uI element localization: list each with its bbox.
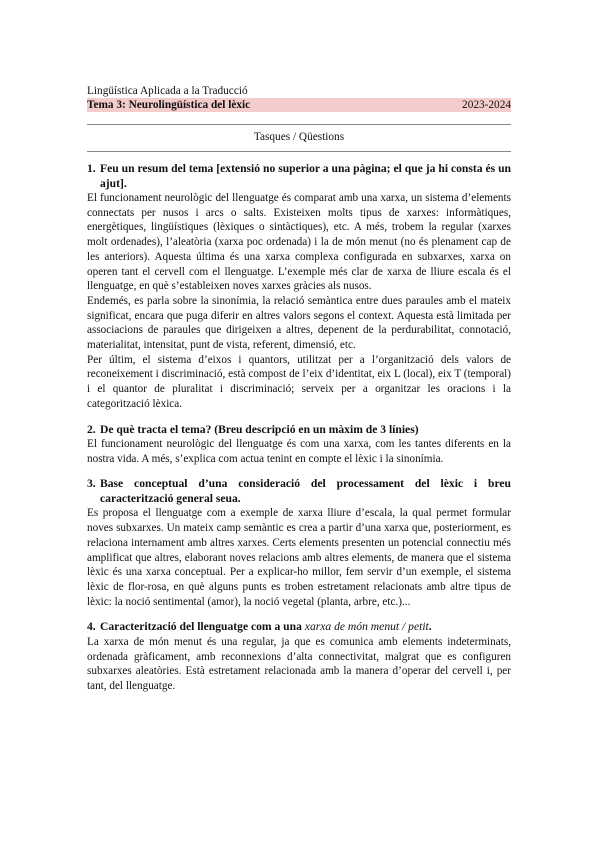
section-heading	[87, 620, 511, 635]
paragraph: La xarxa de món menut és una regular, ja que es comunica amb elements indeterminats, ordenada gràficament, amb reconnexions d’alta connectivitat, malgrat que es configuren subxarxes aleatòries. Està estretament relacionada amb la manera d’operar del cervell i, per tant, del llenguatge.	[87, 635, 511, 692]
topic-title: Tema 3: Neurolingüística del lèxic	[87, 99, 251, 111]
heading-end: .	[428, 620, 432, 634]
section-heading-text	[100, 620, 511, 635]
heading-main: Caracterització del llenguatge com a una	[100, 620, 302, 634]
section-number: 1.	[87, 162, 96, 175]
section-heading	[87, 477, 511, 506]
academic-year: 2023-2024	[462, 99, 511, 111]
topic-band	[87, 98, 511, 112]
section-heading	[87, 162, 511, 191]
paragraph: Per últim, el sistema d’eixos i quantors, utilitzat per a l’organització dels valors de reconeixement i discriminació, està compost de l’eix d’identitat, eix L (local), eix T (temporal) i el quantor de pluralitat i discriminació; serveix per a organitzar les oracions i la categorització lèxica.	[87, 353, 511, 410]
paragraph: Endemés, es parla sobre la sinonímia, la relació semàntica entre dues paraules amb el mateix significat, encara que puga diferir en altres valors segons el context. Aquesta està limitada per associacions de paraules que dirigeixen a altres, depenent de la perdurabilitat, connotació, materialitat, intensitat, punt de vista, referent, dimensió, etc.	[87, 294, 511, 352]
section-heading-text: Feu un resum del tema [extensió no superior a una pàgina; el que ja hi consta és un ajut].	[100, 162, 511, 190]
document-page	[87, 84, 511, 694]
heading-italic: xarxa de món menut / petit	[304, 620, 429, 634]
section-number: 3.	[87, 477, 96, 491]
section-heading-text: De què tracta el tema? (Breu descripció en un màxim de 3 línies)	[100, 422, 419, 436]
section-1	[87, 162, 511, 412]
paragraph: El funcionament neurològic del llenguatge és comparat amb una xarxa, un sistema d’elements connectats per nusos i arcs o salts. Existeixen molts tipus de xarxes: informàtiques, energètiques, lingüístiques (lèxiques o sintàctiques), etc. A més, trobem la regular (xarxes molt ordenades), l’aleatòria (xarxa poc ordenada) i la de món menut (no és plenament cap de les anteriors). Aquesta última és una xarxa complexa configurada en subxarxes, xarxa on operen tant el cervell com el llenguatge. L’exemple més clar de xarxa de lliure escala és el llenguatge, en què s’estableixen noves xarxes gràcies als nusos.	[87, 192, 511, 293]
section-4	[87, 620, 511, 693]
section-number: 4.	[87, 620, 96, 634]
section-3	[87, 477, 511, 609]
section-heading-text: Base conceptual d’una consideració del processament del lèxic i breu caracterització general seua.	[100, 477, 511, 505]
paragraph: Es proposa el llenguatge com a exemple de xarxa lliure d’escala, la qual permet formular noves subxarxes. Un mateix camp semàntic es crea a partir d’una xarxa que, posteriorment, es relaciona internament amb altres xarxes. Certs elements presenten un potencial connectiu més amplificat que altres, elaborant noves relacions amb altres elements, de manera que el sistema lèxic és una xarxa conceptual. Per a explicar-ho millor, fem servir d’un exemple, el sistema lèxic de flor-rosa, en què alguns punts es troben estretament relacionats amb altre tipus de lèxic: la noció sentimental (amor), la noció vegetal (planta, arbre, etc.)...	[87, 507, 511, 608]
section-heading	[87, 423, 511, 438]
course-title: Lingüística Aplicada a la Traducció	[87, 85, 248, 97]
paragraph: El funcionament neurològic del llenguatge és com una xarxa, com les tantes diferents en la nostra vida. A més, s’explica com actua tenint en compte el lèxic i la sinonímia.	[87, 438, 511, 465]
page-title: Tasques / Qüestions	[253, 131, 345, 143]
section-number: 2.	[87, 422, 96, 436]
divider	[87, 151, 511, 152]
divider	[87, 124, 511, 125]
section-2	[87, 423, 511, 467]
